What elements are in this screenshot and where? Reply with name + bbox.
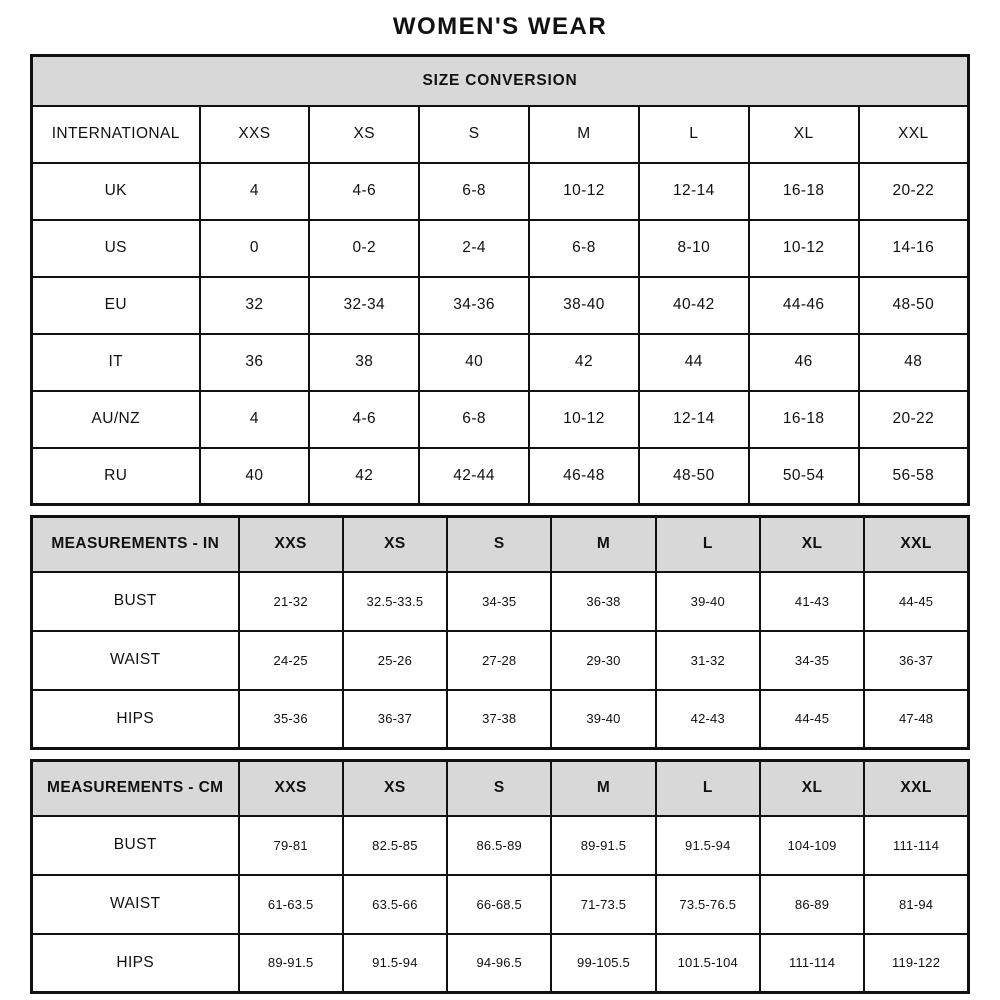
table-cell: 32 [200, 277, 310, 334]
measurements-cm-title: MEASUREMENTS - CM [32, 761, 239, 816]
column-header-m: M [551, 517, 655, 572]
table-cell: 73.5-76.5 [656, 875, 760, 934]
table-cell: 14-16 [859, 220, 969, 277]
table-cell: 104-109 [760, 816, 864, 875]
table-cell: 36 [200, 334, 310, 391]
table-cell: 71-73.5 [551, 875, 655, 934]
table-cell: 46-48 [529, 448, 639, 505]
column-header-xl: XL [760, 517, 864, 572]
table-cell: 4-6 [309, 163, 419, 220]
table-cell: 36-37 [343, 690, 447, 749]
table-row-bust [32, 816, 969, 875]
column-header-international: INTERNATIONAL [32, 106, 200, 163]
table-cell: 89-91.5 [551, 816, 655, 875]
table-cell: 36-37 [864, 631, 968, 690]
table-cell: 4-6 [309, 391, 419, 448]
column-header-xs: XS [343, 761, 447, 816]
table-cell: 24-25 [239, 631, 343, 690]
column-header-xxl: XXL [859, 106, 969, 163]
table-cell: 38-40 [529, 277, 639, 334]
row-label: WAIST [32, 875, 239, 934]
measurements-cm-table [30, 759, 970, 994]
table-row-ru [32, 448, 969, 505]
column-header-xxs: XXS [239, 761, 343, 816]
table-row-eu [32, 277, 969, 334]
column-header-l: L [656, 761, 760, 816]
row-label: HIPS [32, 690, 239, 749]
table-cell: 79-81 [239, 816, 343, 875]
table-cell: 6-8 [419, 391, 529, 448]
table-row-us [32, 220, 969, 277]
table-cell: 63.5-66 [343, 875, 447, 934]
table-cell: 10-12 [529, 391, 639, 448]
table-header-row [32, 761, 969, 816]
row-label: BUST [32, 572, 239, 631]
table-cell: 34-36 [419, 277, 529, 334]
table-cell: 47-48 [864, 690, 968, 749]
table-cell: 34-35 [447, 572, 551, 631]
table-cell: 21-32 [239, 572, 343, 631]
column-header-xxl: XXL [864, 761, 968, 816]
table-cell: 44-45 [864, 572, 968, 631]
table-cell: 32-34 [309, 277, 419, 334]
table-cell: 86.5-89 [447, 816, 551, 875]
table-cell: 31-32 [656, 631, 760, 690]
table-cell: 4 [200, 163, 310, 220]
table-cell: 40-42 [639, 277, 749, 334]
table-cell: 42-43 [656, 690, 760, 749]
table-cell: 20-22 [859, 391, 969, 448]
row-label: RU [32, 448, 200, 505]
table-cell: 2-4 [419, 220, 529, 277]
table-cell: 40 [200, 448, 310, 505]
table-cell: 42-44 [419, 448, 529, 505]
table-cell: 111-114 [864, 816, 968, 875]
table-cell: 37-38 [447, 690, 551, 749]
table-cell: 34-35 [760, 631, 864, 690]
table-cell: 41-43 [760, 572, 864, 631]
table-cell: 86-89 [760, 875, 864, 934]
table-cell: 39-40 [656, 572, 760, 631]
table-cell: 46 [749, 334, 859, 391]
column-header-xs: XS [343, 517, 447, 572]
table-cell: 42 [529, 334, 639, 391]
page-title: WOMEN'S WEAR [392, 13, 608, 40]
table-cell: 111-114 [760, 934, 864, 993]
table-cell: 82.5-85 [343, 816, 447, 875]
table-cell: 4 [200, 391, 310, 448]
table-row-uk [32, 163, 969, 220]
column-header-xs: XS [309, 106, 419, 163]
column-header-xxs: XXS [239, 517, 343, 572]
table-cell: 66-68.5 [447, 875, 551, 934]
table-cell: 32.5-33.5 [343, 572, 447, 631]
row-label: US [32, 220, 200, 277]
row-label: WAIST [32, 631, 239, 690]
column-header-s: S [447, 517, 551, 572]
column-header-l: L [639, 106, 749, 163]
column-header-m: M [551, 761, 655, 816]
column-header-s: S [419, 106, 529, 163]
table-cell: 94-96.5 [447, 934, 551, 993]
column-header-l: L [656, 517, 760, 572]
table-row-hips [32, 934, 969, 993]
table-cell: 119-122 [864, 934, 968, 993]
table-header-row [32, 106, 969, 163]
measurements-in-table [30, 515, 970, 750]
row-label: BUST [32, 816, 239, 875]
size-conversion-title: SIZE CONVERSION [32, 56, 969, 106]
table-cell: 6-8 [529, 220, 639, 277]
size-conversion-table [30, 54, 970, 506]
table-cell: 61-63.5 [239, 875, 343, 934]
table-cell: 16-18 [749, 163, 859, 220]
table-header-row [32, 517, 969, 572]
table-cell: 29-30 [551, 631, 655, 690]
table-cell: 27-28 [447, 631, 551, 690]
table-row-waist [32, 631, 969, 690]
table-cell: 91.5-94 [343, 934, 447, 993]
table-cell: 16-18 [749, 391, 859, 448]
table-cell: 89-91.5 [239, 934, 343, 993]
table-cell: 6-8 [419, 163, 529, 220]
table-cell: 12-14 [639, 163, 749, 220]
column-header-s: S [447, 761, 551, 816]
table-cell: 36-38 [551, 572, 655, 631]
table-cell: 0 [200, 220, 310, 277]
column-header-xxs: XXS [200, 106, 310, 163]
table-cell: 44 [639, 334, 749, 391]
row-label: IT [32, 334, 200, 391]
table-cell: 99-105.5 [551, 934, 655, 993]
table-cell: 8-10 [639, 220, 749, 277]
table-band-row [32, 56, 969, 106]
table-cell: 81-94 [864, 875, 968, 934]
column-header-xxl: XXL [864, 517, 968, 572]
table-cell: 42 [309, 448, 419, 505]
measurements-in-title: MEASUREMENTS - IN [32, 517, 239, 572]
table-cell: 44-46 [749, 277, 859, 334]
row-label: AU/NZ [32, 391, 200, 448]
table-row-aunz [32, 391, 969, 448]
table-row-bust [32, 572, 969, 631]
row-label: HIPS [32, 934, 239, 993]
table-cell: 40 [419, 334, 529, 391]
table-cell: 48 [859, 334, 969, 391]
table-cell: 50-54 [749, 448, 859, 505]
table-cell: 10-12 [749, 220, 859, 277]
table-cell: 0-2 [309, 220, 419, 277]
table-cell: 48-50 [639, 448, 749, 505]
row-label: EU [32, 277, 200, 334]
table-cell: 12-14 [639, 391, 749, 448]
column-header-m: M [529, 106, 639, 163]
table-cell: 101.5-104 [656, 934, 760, 993]
table-cell: 91.5-94 [656, 816, 760, 875]
table-row-it [32, 334, 969, 391]
table-cell: 44-45 [760, 690, 864, 749]
table-cell: 20-22 [859, 163, 969, 220]
table-cell: 25-26 [343, 631, 447, 690]
table-row-hips [32, 690, 969, 749]
table-cell: 10-12 [529, 163, 639, 220]
column-header-xl: XL [749, 106, 859, 163]
table-cell: 48-50 [859, 277, 969, 334]
row-label: UK [32, 163, 200, 220]
table-row-waist [32, 875, 969, 934]
table-cell: 38 [309, 334, 419, 391]
table-cell: 56-58 [859, 448, 969, 505]
column-header-xl: XL [760, 761, 864, 816]
table-cell: 39-40 [551, 690, 655, 749]
table-cell: 35-36 [239, 690, 343, 749]
